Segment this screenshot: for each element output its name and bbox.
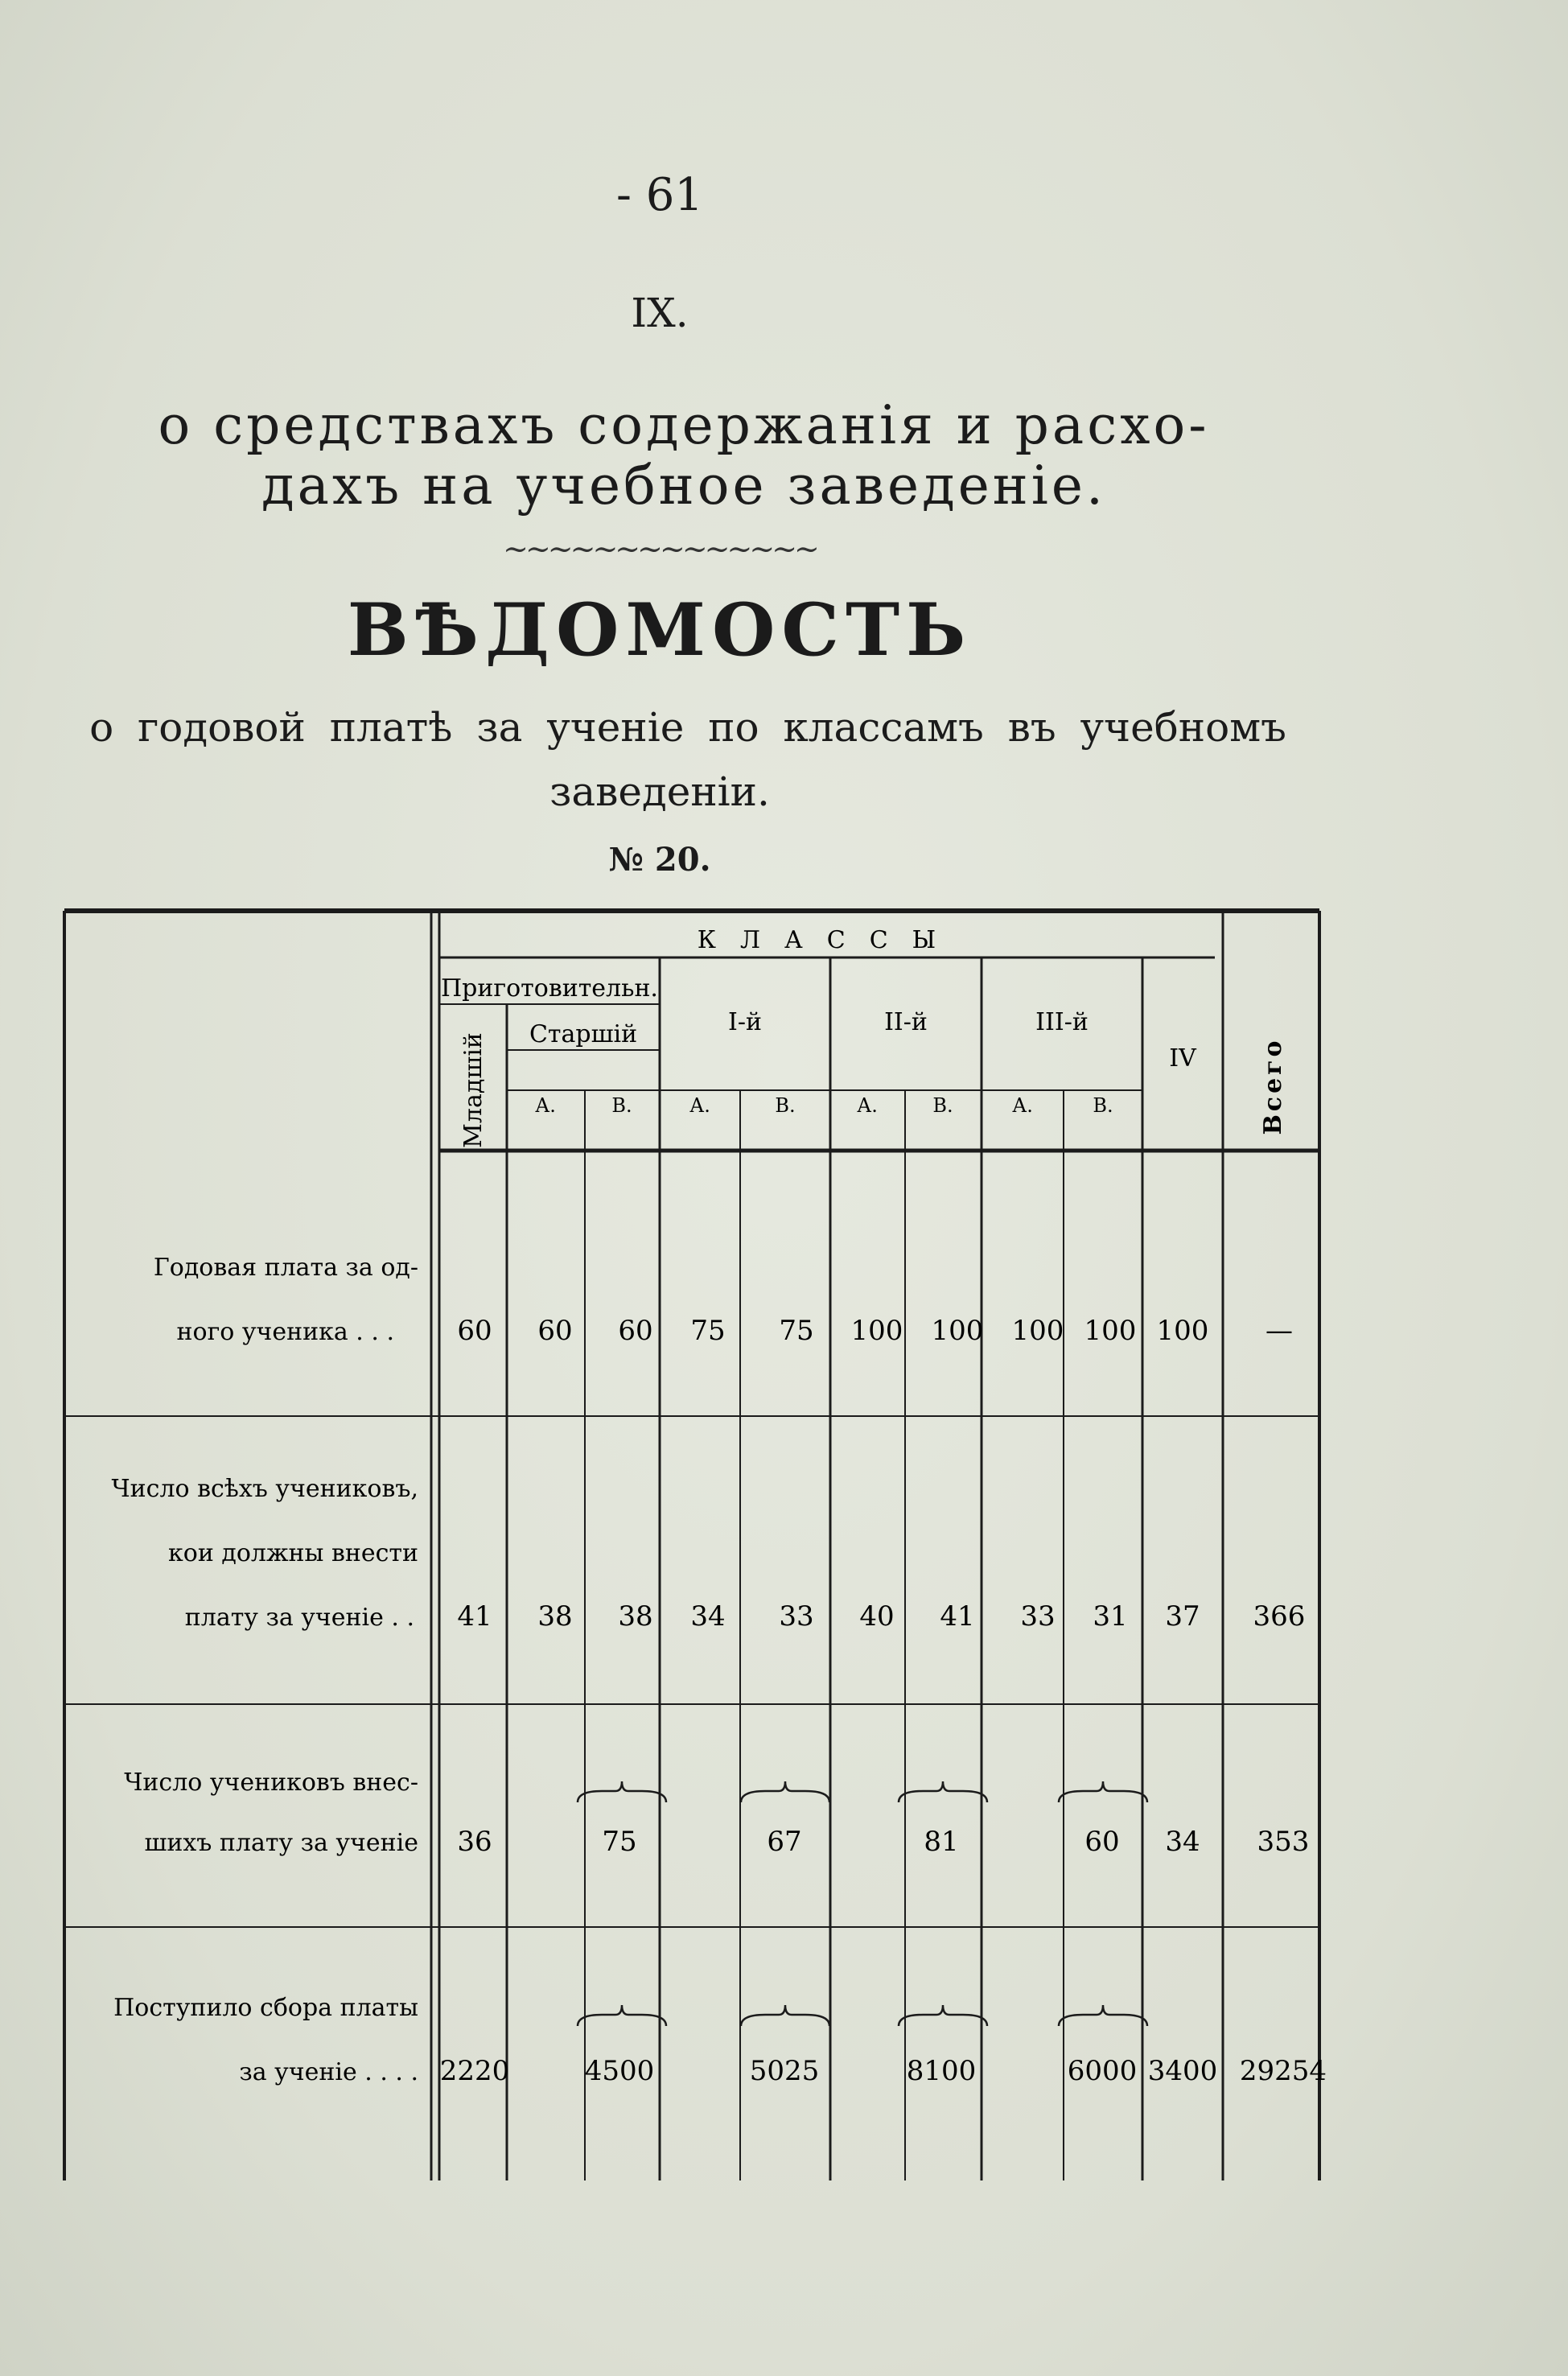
row-labels: [111, 1254, 418, 2086]
table-cell: 100: [1084, 1315, 1137, 1347]
page-number: - 61: [616, 169, 703, 221]
report-heading: ВѢДОМОСТЬ: [347, 587, 973, 673]
table-cell: 33: [1020, 1600, 1056, 1633]
brace: [741, 1781, 829, 1802]
brace: [741, 2005, 829, 2026]
class-3-header: III-й: [1035, 1008, 1089, 1036]
table-cell: 81: [924, 1826, 959, 1858]
sub-header-a: А.: [1012, 1094, 1033, 1117]
table-cell: 5025: [749, 2055, 820, 2087]
table-cell: 37: [1165, 1600, 1200, 1633]
sub-header-b: В.: [611, 1094, 632, 1117]
subtitle-line-1: о годовой платѣ за ученіе по классамъ въ учебномъ: [89, 704, 1286, 751]
prep-junior-header: Младшій: [459, 1032, 488, 1148]
row-label-line: ного ученика . . .: [176, 1318, 394, 1346]
brace: [1059, 2005, 1147, 2026]
table-cell: 67: [767, 1826, 802, 1858]
table-number: № 20.: [608, 841, 711, 879]
classes-header: КЛАССЫ: [697, 926, 961, 954]
section-number: IX.: [631, 290, 689, 336]
brace: [899, 2005, 987, 2026]
brace: [899, 1781, 987, 1802]
class-4-header: IV: [1169, 1044, 1196, 1073]
subtitle-line-2: заведеніи.: [549, 768, 770, 815]
prep-group-header: Приготовительн.: [441, 974, 658, 1003]
table-cell: 2220: [439, 2055, 510, 2087]
row-label-line: Поступило сбора платы: [113, 1994, 418, 2022]
table-cell: 36: [457, 1826, 492, 1858]
title-line-2: дахъ на учебное заведеніе.: [261, 455, 1106, 517]
table-cell: 6000: [1067, 2055, 1138, 2087]
table-cell: 60: [618, 1315, 653, 1347]
table-cell: 38: [537, 1600, 573, 1633]
prep-senior-header: Старшій: [529, 1020, 638, 1048]
table-cell: 33: [779, 1600, 814, 1633]
table-cell: 353: [1257, 1826, 1310, 1858]
row-label-line: кои должны внести: [168, 1539, 418, 1567]
table-cell: 100: [1011, 1315, 1064, 1347]
table-cell: 366: [1253, 1600, 1306, 1633]
sub-header-a: А.: [535, 1094, 556, 1117]
table-cell: 31: [1093, 1600, 1128, 1633]
table-cell: 75: [690, 1315, 726, 1347]
table-cell: 29254: [1239, 2055, 1327, 2087]
table-cell: —: [1266, 1315, 1293, 1347]
table-cell: 100: [1156, 1315, 1209, 1347]
table-cell: 100: [850, 1315, 903, 1347]
table-values: [440, 1315, 1327, 2087]
row-label-line: Число учениковъ внес-: [124, 1769, 418, 1797]
table-cell: 34: [690, 1600, 726, 1633]
row-label-line: шихъ плату за ученіе: [144, 1829, 418, 1857]
sub-header-a: А.: [857, 1094, 878, 1117]
wavy-divider: ~~~~~~~~~~~~~~: [503, 531, 817, 566]
table-cell: 8100: [906, 2055, 977, 2087]
table-cell: 3400: [1147, 2055, 1218, 2087]
total-header: Всего: [1259, 1037, 1287, 1135]
table-cell: 41: [457, 1600, 492, 1633]
grouping-braces: [578, 1781, 1147, 2026]
table-cell: 75: [602, 1826, 637, 1858]
brace: [1059, 1781, 1147, 1802]
table-cell: 75: [779, 1315, 814, 1347]
row-label-line: плату за ученіе . .: [184, 1604, 414, 1632]
brace: [578, 1781, 666, 1802]
table-cell: 4500: [584, 2055, 655, 2087]
sub-header-b: В.: [1093, 1094, 1113, 1117]
sub-header-b: В.: [932, 1094, 953, 1117]
table-cell: 40: [859, 1600, 895, 1633]
row-label-line: за ученіе . . . .: [239, 2058, 418, 2086]
table-cell: 41: [940, 1600, 975, 1633]
class-2-header: II-й: [884, 1008, 928, 1036]
table-cell: 34: [1165, 1826, 1200, 1858]
table-cell: 100: [931, 1315, 984, 1347]
class-1-header: I-й: [728, 1008, 762, 1036]
row-label-line: Годовая плата за од-: [153, 1254, 418, 1282]
row-label-line: Число всѣхъ учениковъ,: [111, 1475, 418, 1503]
sub-division-headers: [535, 1094, 1113, 1117]
sub-header-b: В.: [775, 1094, 796, 1117]
sub-header-a: А.: [689, 1094, 710, 1117]
title-line-1: о средствахъ содержанія и расхо-: [158, 394, 1210, 456]
brace: [578, 2005, 666, 2026]
table-cell: 38: [618, 1600, 653, 1633]
table-cell: 60: [1084, 1826, 1120, 1858]
table-cell: 60: [457, 1315, 492, 1347]
table-cell: 60: [537, 1315, 573, 1347]
